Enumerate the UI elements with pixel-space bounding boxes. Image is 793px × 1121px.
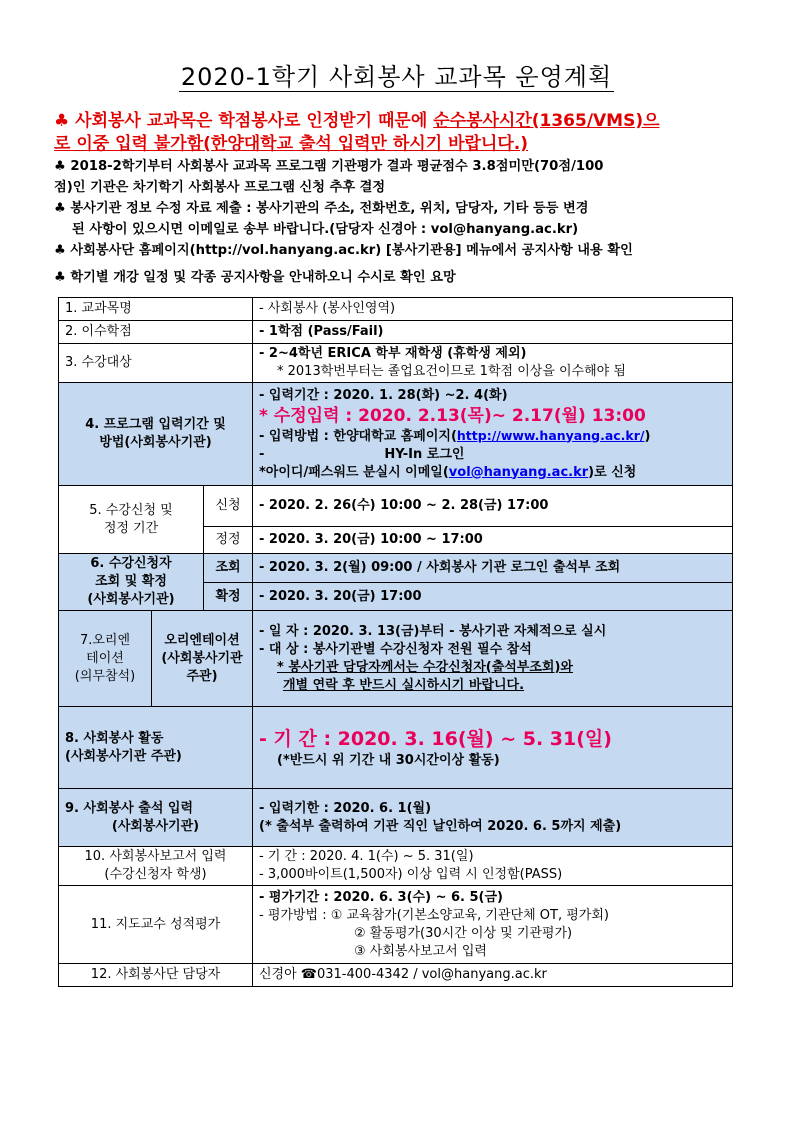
- table-row: 3. 수강대상 - 2~4학년 ERICA 학부 재학생 (휴학생 제외) * 2013학번부터는 졸업요건이므로 1학점 이상을 이수해야 됨: [59, 344, 733, 383]
- table-row: 확정 - 2020. 3. 20(금) 17:00: [59, 583, 733, 611]
- notice-evaluation: ♣ 2018-2학기부터 사회봉사 교과목 프로그램 기관평가 결과 평균점수 3.8점미만(70점/100 점)인 기관은 차기학기 사회봉사 프로그램 신청 추후 결정: [54, 159, 604, 195]
- contact-info: 신경아 ☎031-400-4342 / vol@hanyang.ac.kr: [253, 964, 733, 987]
- table-row: 7.오리엔 테이션 (의무참석) 오리엔테이션 (사회봉사기관 주관) - 일 자 : 2020. 3. 13(금)부터 - 봉사기관 자체적으로 실시 - 대 상 : 봉사기관별 수강신청자 전원 필수 참석 * 봉사기관 담당자께서는 수강신청자(출석부조회)와 개별 연락 후 반드시 실시하시기 바랍니다.: [59, 611, 733, 707]
- notice-red: ♣ 사회봉사 교과목은 학점봉사로 인정받기 때문에 순수봉사시간(1365/VMS)으 로 이중 입력 불가함(한양대학교 출석 입력만 하시기 바랍니다.): [54, 111, 660, 154]
- email-link[interactable]: vol@hanyang.ac.kr: [448, 464, 589, 480]
- notice-schedule: ♣ 학기별 개강 일정 및 각종 공지사항을 안내하오니 수시로 확인 요망: [54, 270, 456, 285]
- table-row: 1. 교과목명 - 사회봉사 (봉사인영역): [59, 298, 733, 321]
- table-row: 정정 - 2020. 3. 20(금) 10:00 ~ 17:00: [59, 527, 733, 554]
- notice-info-update: ♣ 봉사기관 정보 수정 자료 제출 : 봉사기관의 주소, 전화번호, 위치, 담당자, 기타 등등 변경 된 사항이 있으시면 이메일로 송부 바랍니다.(담당자 신경아 : vol@hanyang.ac.kr): [54, 201, 589, 237]
- table-row: 4. 프로그램 입력기간 및 방법(사회봉사기관) - 입력기간 : 2020. 1. 28(화) ~2. 4(화) * 수정입력 : 2020. 2.13(목)~ 2.17(월) 13:00 - 입력방법 : 한양대학교 홈페이지(http://www.hanyang.ac.kr/) - HY-In 로그인 *아이디/패스워드 분실시 이메일(vol@hanyang.ac.kr)로 신청: [59, 383, 733, 486]
- homepage-link[interactable]: http://www.hanyang.ac.kr/: [456, 427, 645, 443]
- notice-homepage: ♣ 사회봉사단 홈페이지(http://vol.hanyang.ac.kr) [봉사기관용] 메뉴에서 공지사항 내용 확인: [54, 243, 633, 258]
- table-row: 8. 사회봉사 활동 (사회봉사기관 주관) - 기 간 : 2020. 3. 16(월) ~ 5. 31(일) (*반드시 위 기간 내 30시간이상 활동): [59, 707, 733, 789]
- schedule-table: [58, 297, 733, 987]
- table-row: 10. 사회봉사보고서 입력 (수강신청자 학생) - 기 간 : 2020. 4. 1(수) ~ 5. 31(일) - 3,000바이트(1,500자) 이상 입력 시 인정함(PASS): [59, 847, 733, 886]
- table-row: 5. 수강신청 및 정정 기간 신청 - 2020. 2. 26(수) 10:00 ~ 2. 28(금) 17:00: [59, 486, 733, 527]
- table-row: 2. 이수학점 - 1학점 (Pass/Fail): [59, 321, 733, 344]
- table-row: 11. 지도교수 성적평가 - 평가기간 : 2020. 6. 3(수) ~ 6. 5(금) - 평가방법 : ① 교육참가(기본소양교육, 기관단체 OT, 평가회) ② 활동평가(30시간 이상 및 기관평가) ③ 사회봉사보고서 입력: [59, 886, 733, 964]
- table-row: 12. 사회봉사단 담당자 신경아 ☎031-400-4342 / vol@hanyang.ac.kr: [59, 964, 733, 987]
- table-row: 6. 수강신청자 조회 및 확정 (사회봉사기관) 조회 - 2020. 3. 2(월) 09:00 / 사회봉사 기관 로그인 출석부 조회: [59, 554, 733, 583]
- page-title: 2020-1학기 사회봉사 교과목 운영계획: [180, 63, 613, 91]
- table-row: 9. 사회봉사 출석 입력 (사회봉사기관) - 입력기한 : 2020. 6. 1(월) (* 출석부 출력하여 기관 직인 날인하여 2020. 6. 5까지 제출): [59, 789, 733, 847]
- notice-section: [54, 110, 744, 288]
